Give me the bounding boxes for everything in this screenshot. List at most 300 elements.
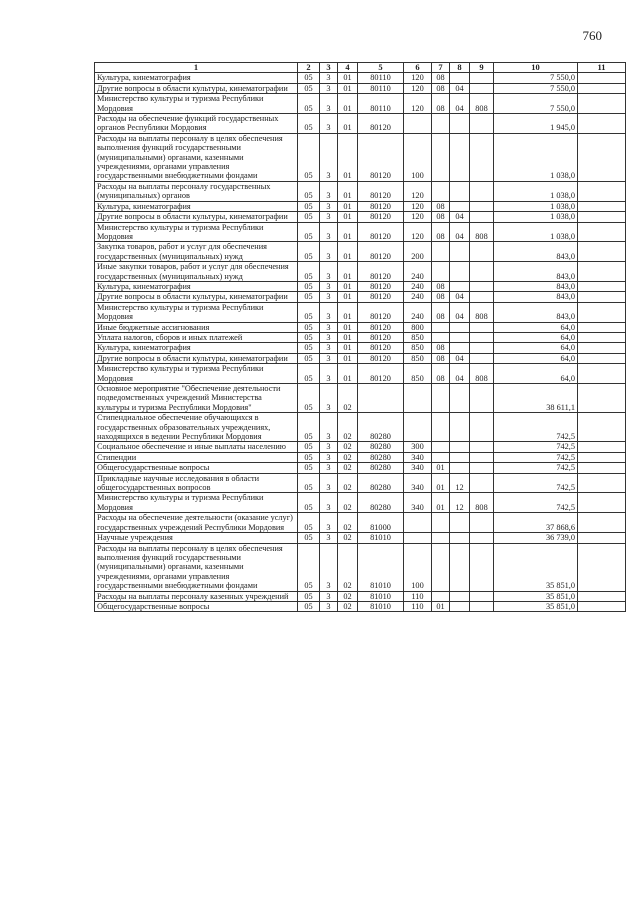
col-6: 850	[404, 364, 432, 384]
col-3: 3	[320, 463, 338, 473]
col-2: 05	[298, 281, 320, 291]
col-7: 01	[432, 601, 450, 611]
col-4: 02	[338, 533, 358, 543]
col-3: 3	[320, 181, 338, 201]
column-header: 3	[320, 63, 338, 73]
col-9	[470, 413, 494, 442]
table-row	[95, 133, 626, 181]
col-5: 80280	[358, 442, 404, 452]
col-5: 81010	[358, 591, 404, 601]
col-7: 01	[432, 463, 450, 473]
row-name: Уплата налогов, сборов и иных платежей	[95, 332, 298, 342]
col-6: 120	[404, 222, 432, 242]
column-header: 6	[404, 63, 432, 73]
row-amount: 35 851,0	[494, 543, 578, 591]
row-amount: 843,0	[494, 302, 578, 322]
col-9	[470, 513, 494, 533]
table-row	[95, 94, 626, 114]
col-8	[450, 114, 470, 134]
col-6: 340	[404, 493, 432, 513]
col-11	[578, 343, 626, 353]
col-9	[470, 591, 494, 601]
col-6: 850	[404, 353, 432, 363]
col-6	[404, 384, 432, 413]
column-header: 7	[432, 63, 450, 73]
col-7: 08	[432, 222, 450, 242]
col-6: 850	[404, 332, 432, 342]
col-2: 05	[298, 262, 320, 282]
col-9	[470, 83, 494, 93]
col-2: 05	[298, 513, 320, 533]
col-8	[450, 543, 470, 591]
col-7: 08	[432, 343, 450, 353]
col-8	[450, 133, 470, 181]
col-8	[450, 533, 470, 543]
col-2: 05	[298, 181, 320, 201]
col-8	[450, 442, 470, 452]
col-8	[450, 332, 470, 342]
row-amount: 37 868,6	[494, 513, 578, 533]
col-5: 80120	[358, 332, 404, 342]
table-row	[95, 364, 626, 384]
col-8: 04	[450, 83, 470, 93]
col-8: 04	[450, 222, 470, 242]
col-4: 01	[338, 222, 358, 242]
col-3: 3	[320, 591, 338, 601]
col-8	[450, 73, 470, 83]
col-4: 01	[338, 242, 358, 262]
col-6: 120	[404, 212, 432, 222]
table-body	[95, 73, 626, 612]
row-name: Прикладные научные исследования в области общегосударственных вопросов	[95, 473, 298, 493]
col-5: 80120	[358, 364, 404, 384]
col-7	[432, 322, 450, 332]
table-row	[95, 442, 626, 452]
row-amount: 742,5	[494, 493, 578, 513]
row-name: Министерство культуры и туризма Республики Мордовия	[95, 493, 298, 513]
col-8: 04	[450, 364, 470, 384]
col-3: 3	[320, 322, 338, 332]
col-2: 05	[298, 452, 320, 462]
col-7: 08	[432, 281, 450, 291]
row-name: Расходы на выплаты персоналу в целях обеспечения выполнения функций государственными (муниципальными) органами, казенными учреждениями, органами управления государственными внебюджетными фондами	[95, 543, 298, 591]
col-7: 08	[432, 292, 450, 302]
col-3: 3	[320, 601, 338, 611]
row-amount: 64,0	[494, 332, 578, 342]
col-3: 3	[320, 364, 338, 384]
col-11	[578, 364, 626, 384]
col-6: 240	[404, 302, 432, 322]
table-header-row	[95, 63, 626, 73]
col-6: 120	[404, 73, 432, 83]
col-2: 05	[298, 473, 320, 493]
col-4: 02	[338, 513, 358, 533]
col-2: 05	[298, 543, 320, 591]
col-3: 3	[320, 473, 338, 493]
col-5: 80120	[358, 262, 404, 282]
table-row	[95, 343, 626, 353]
col-9	[470, 543, 494, 591]
table-row	[95, 463, 626, 473]
col-6: 100	[404, 133, 432, 181]
row-name: Расходы на обеспечение функций государственных органов Республики Мордовия	[95, 114, 298, 134]
col-7	[432, 543, 450, 591]
col-4: 02	[338, 543, 358, 591]
col-9	[470, 442, 494, 452]
col-7	[432, 242, 450, 262]
col-9	[470, 201, 494, 211]
table-row	[95, 262, 626, 282]
col-3: 3	[320, 83, 338, 93]
col-5: 80280	[358, 473, 404, 493]
col-11	[578, 73, 626, 83]
col-5: 80120	[358, 242, 404, 262]
col-3: 3	[320, 332, 338, 342]
col-2: 05	[298, 212, 320, 222]
col-6: 240	[404, 262, 432, 282]
column-header: 5	[358, 63, 404, 73]
col-4: 01	[338, 73, 358, 83]
col-9	[470, 452, 494, 462]
col-3: 3	[320, 262, 338, 282]
row-amount: 36 739,0	[494, 533, 578, 543]
col-5: 80120	[358, 212, 404, 222]
col-3: 3	[320, 513, 338, 533]
col-2: 05	[298, 201, 320, 211]
col-7	[432, 591, 450, 601]
col-7: 08	[432, 353, 450, 363]
col-8	[450, 384, 470, 413]
col-5: 81010	[358, 543, 404, 591]
col-3: 3	[320, 493, 338, 513]
col-8	[450, 322, 470, 332]
col-11	[578, 242, 626, 262]
col-6: 240	[404, 281, 432, 291]
col-2: 05	[298, 493, 320, 513]
col-3: 3	[320, 133, 338, 181]
row-amount: 7 550,0	[494, 83, 578, 93]
col-6: 120	[404, 83, 432, 93]
table-row	[95, 114, 626, 134]
col-8: 04	[450, 353, 470, 363]
col-5: 80120	[358, 133, 404, 181]
column-header: 8	[450, 63, 470, 73]
col-4: 01	[338, 364, 358, 384]
col-6: 120	[404, 181, 432, 201]
col-9	[470, 133, 494, 181]
col-4: 01	[338, 181, 358, 201]
col-9	[470, 212, 494, 222]
table-row	[95, 201, 626, 211]
col-2: 05	[298, 83, 320, 93]
col-7	[432, 114, 450, 134]
col-6: 300	[404, 442, 432, 452]
col-11	[578, 114, 626, 134]
col-7: 08	[432, 73, 450, 83]
col-5: 80120	[358, 114, 404, 134]
col-3: 3	[320, 281, 338, 291]
col-7: 08	[432, 302, 450, 322]
col-3: 3	[320, 343, 338, 353]
table-row	[95, 543, 626, 591]
row-amount: 742,5	[494, 452, 578, 462]
col-6: 120	[404, 201, 432, 211]
row-amount: 843,0	[494, 292, 578, 302]
col-2: 05	[298, 353, 320, 363]
col-3: 3	[320, 442, 338, 452]
col-9	[470, 322, 494, 332]
col-5: 80120	[358, 181, 404, 201]
col-4: 02	[338, 442, 358, 452]
col-6	[404, 413, 432, 442]
col-8	[450, 591, 470, 601]
col-6	[404, 114, 432, 134]
row-name: Общегосударственные вопросы	[95, 463, 298, 473]
col-6: 240	[404, 292, 432, 302]
col-2: 05	[298, 463, 320, 473]
col-7	[432, 533, 450, 543]
col-4: 02	[338, 591, 358, 601]
col-4: 01	[338, 302, 358, 322]
col-2: 05	[298, 413, 320, 442]
col-4: 01	[338, 114, 358, 134]
col-8: 12	[450, 473, 470, 493]
col-7	[432, 181, 450, 201]
row-name: Культура, кинематография	[95, 343, 298, 353]
col-4: 01	[338, 292, 358, 302]
col-4: 01	[338, 353, 358, 363]
col-3: 3	[320, 302, 338, 322]
col-11	[578, 493, 626, 513]
col-5: 80120	[358, 302, 404, 322]
row-amount: 64,0	[494, 364, 578, 384]
col-7: 01	[432, 493, 450, 513]
table-row	[95, 181, 626, 201]
table-row	[95, 601, 626, 611]
col-11	[578, 302, 626, 322]
col-2: 05	[298, 442, 320, 452]
row-name: Социальное обеспечение и иные выплаты населению	[95, 442, 298, 452]
col-9	[470, 281, 494, 291]
col-9	[470, 242, 494, 262]
row-name: Министерство культуры и туризма Республики Мордовия	[95, 94, 298, 114]
col-11	[578, 94, 626, 114]
row-name: Министерство культуры и туризма Республики Мордовия	[95, 302, 298, 322]
row-name: Другие вопросы в области культуры, кинематографии	[95, 292, 298, 302]
col-2: 05	[298, 73, 320, 83]
row-name: Расходы на обеспечение деятельности (оказание услуг) государственных учреждений Республики Мордовия	[95, 513, 298, 533]
col-2: 05	[298, 332, 320, 342]
col-3: 3	[320, 452, 338, 462]
table-row	[95, 83, 626, 93]
col-9	[470, 353, 494, 363]
row-amount: 7 550,0	[494, 73, 578, 83]
table-row	[95, 212, 626, 222]
table-row	[95, 591, 626, 601]
col-8	[450, 201, 470, 211]
col-5: 80110	[358, 83, 404, 93]
col-9: 808	[470, 493, 494, 513]
col-7	[432, 133, 450, 181]
col-11	[578, 83, 626, 93]
col-4: 01	[338, 343, 358, 353]
col-11	[578, 452, 626, 462]
col-8	[450, 181, 470, 201]
col-5: 80120	[358, 322, 404, 332]
row-name: Научные учреждения	[95, 533, 298, 543]
row-amount: 7 550,0	[494, 94, 578, 114]
col-4: 01	[338, 212, 358, 222]
col-4: 02	[338, 384, 358, 413]
col-7: 08	[432, 83, 450, 93]
table-row	[95, 332, 626, 342]
row-name: Другие вопросы в области культуры, кинематографии	[95, 212, 298, 222]
row-amount: 742,5	[494, 473, 578, 493]
col-11	[578, 292, 626, 302]
col-3: 3	[320, 201, 338, 211]
col-5: 80120	[358, 222, 404, 242]
col-6: 110	[404, 591, 432, 601]
col-9: 808	[470, 222, 494, 242]
col-9: 808	[470, 364, 494, 384]
col-9	[470, 73, 494, 83]
col-11	[578, 463, 626, 473]
col-4: 01	[338, 94, 358, 114]
col-6: 850	[404, 343, 432, 353]
table-row	[95, 384, 626, 413]
row-name: Министерство культуры и туризма Республики Мордовия	[95, 222, 298, 242]
table-row	[95, 322, 626, 332]
col-4: 01	[338, 133, 358, 181]
row-amount: 1 038,0	[494, 212, 578, 222]
col-9	[470, 332, 494, 342]
col-7	[432, 513, 450, 533]
col-5: 80280	[358, 452, 404, 462]
col-7: 01	[432, 473, 450, 493]
row-name: Стипендиальное обеспечение обучающихся в государственных образовательных учреждениях, находящихся в ведении Республики Мордовия	[95, 413, 298, 442]
row-name: Расходы на выплаты персоналу в целях обеспечения выполнения функций государственными (муниципальными) органами, казенными учреждениями, органами управления государственными внебюджетными фондами	[95, 133, 298, 181]
col-7: 08	[432, 201, 450, 211]
col-9	[470, 114, 494, 134]
col-11	[578, 262, 626, 282]
col-9	[470, 601, 494, 611]
col-8	[450, 601, 470, 611]
col-2: 05	[298, 533, 320, 543]
col-3: 3	[320, 413, 338, 442]
col-7	[432, 384, 450, 413]
col-4: 01	[338, 262, 358, 282]
row-name: Министерство культуры и туризма Республики Мордовия	[95, 364, 298, 384]
col-3: 3	[320, 73, 338, 83]
table-row	[95, 242, 626, 262]
col-8	[450, 343, 470, 353]
col-3: 3	[320, 242, 338, 262]
col-2: 05	[298, 222, 320, 242]
row-name: Культура, кинематография	[95, 281, 298, 291]
table-row	[95, 513, 626, 533]
col-5: 80110	[358, 94, 404, 114]
col-2: 05	[298, 322, 320, 332]
col-2: 05	[298, 114, 320, 134]
col-2: 05	[298, 343, 320, 353]
col-4: 01	[338, 332, 358, 342]
col-3: 3	[320, 114, 338, 134]
col-11	[578, 281, 626, 291]
col-11	[578, 442, 626, 452]
col-3: 3	[320, 292, 338, 302]
col-11	[578, 212, 626, 222]
col-4: 01	[338, 322, 358, 332]
col-8	[450, 242, 470, 262]
col-7	[432, 332, 450, 342]
col-11	[578, 181, 626, 201]
column-header: 4	[338, 63, 358, 73]
row-name: Основное мероприятие "Обеспечение деятельности подведомственных учреждений Министерства культуры и туризма Республики Мордовия"	[95, 384, 298, 413]
table-row	[95, 222, 626, 242]
row-amount: 742,5	[494, 442, 578, 452]
col-8	[450, 513, 470, 533]
col-3: 3	[320, 94, 338, 114]
col-7	[432, 413, 450, 442]
col-7	[432, 262, 450, 282]
col-5	[358, 384, 404, 413]
row-name: Иные закупки товаров, работ и услуг для обеспечения государственных (муниципальных) нужд	[95, 262, 298, 282]
col-5: 80280	[358, 463, 404, 473]
row-amount: 843,0	[494, 262, 578, 282]
col-5: 80280	[358, 413, 404, 442]
col-2: 05	[298, 591, 320, 601]
column-header: 1	[95, 63, 298, 73]
col-2: 05	[298, 94, 320, 114]
col-8	[450, 413, 470, 442]
row-amount: 35 851,0	[494, 591, 578, 601]
col-11	[578, 601, 626, 611]
col-11	[578, 543, 626, 591]
col-8: 04	[450, 94, 470, 114]
col-4: 01	[338, 201, 358, 211]
table-row	[95, 413, 626, 442]
col-2: 05	[298, 242, 320, 262]
col-9	[470, 533, 494, 543]
budget-table	[94, 62, 626, 612]
row-amount: 843,0	[494, 281, 578, 291]
col-5: 80120	[358, 343, 404, 353]
row-name: Расходы на выплаты персоналу государственных (муниципальных) органов	[95, 181, 298, 201]
col-8: 04	[450, 212, 470, 222]
col-5: 80120	[358, 353, 404, 363]
col-4: 01	[338, 281, 358, 291]
col-5: 80110	[358, 73, 404, 83]
row-amount: 742,5	[494, 463, 578, 473]
table-row	[95, 353, 626, 363]
col-7: 08	[432, 212, 450, 222]
row-amount: 1 038,0	[494, 201, 578, 211]
col-3: 3	[320, 353, 338, 363]
column-header: 2	[298, 63, 320, 73]
col-5: 80120	[358, 201, 404, 211]
col-8	[450, 452, 470, 462]
col-8: 04	[450, 292, 470, 302]
col-5: 80120	[358, 281, 404, 291]
row-amount: 64,0	[494, 353, 578, 363]
table-row	[95, 473, 626, 493]
col-11	[578, 413, 626, 442]
row-amount: 1 038,0	[494, 222, 578, 242]
row-amount: 35 851,0	[494, 601, 578, 611]
table-row	[95, 73, 626, 83]
col-7	[432, 442, 450, 452]
col-5: 81000	[358, 513, 404, 533]
